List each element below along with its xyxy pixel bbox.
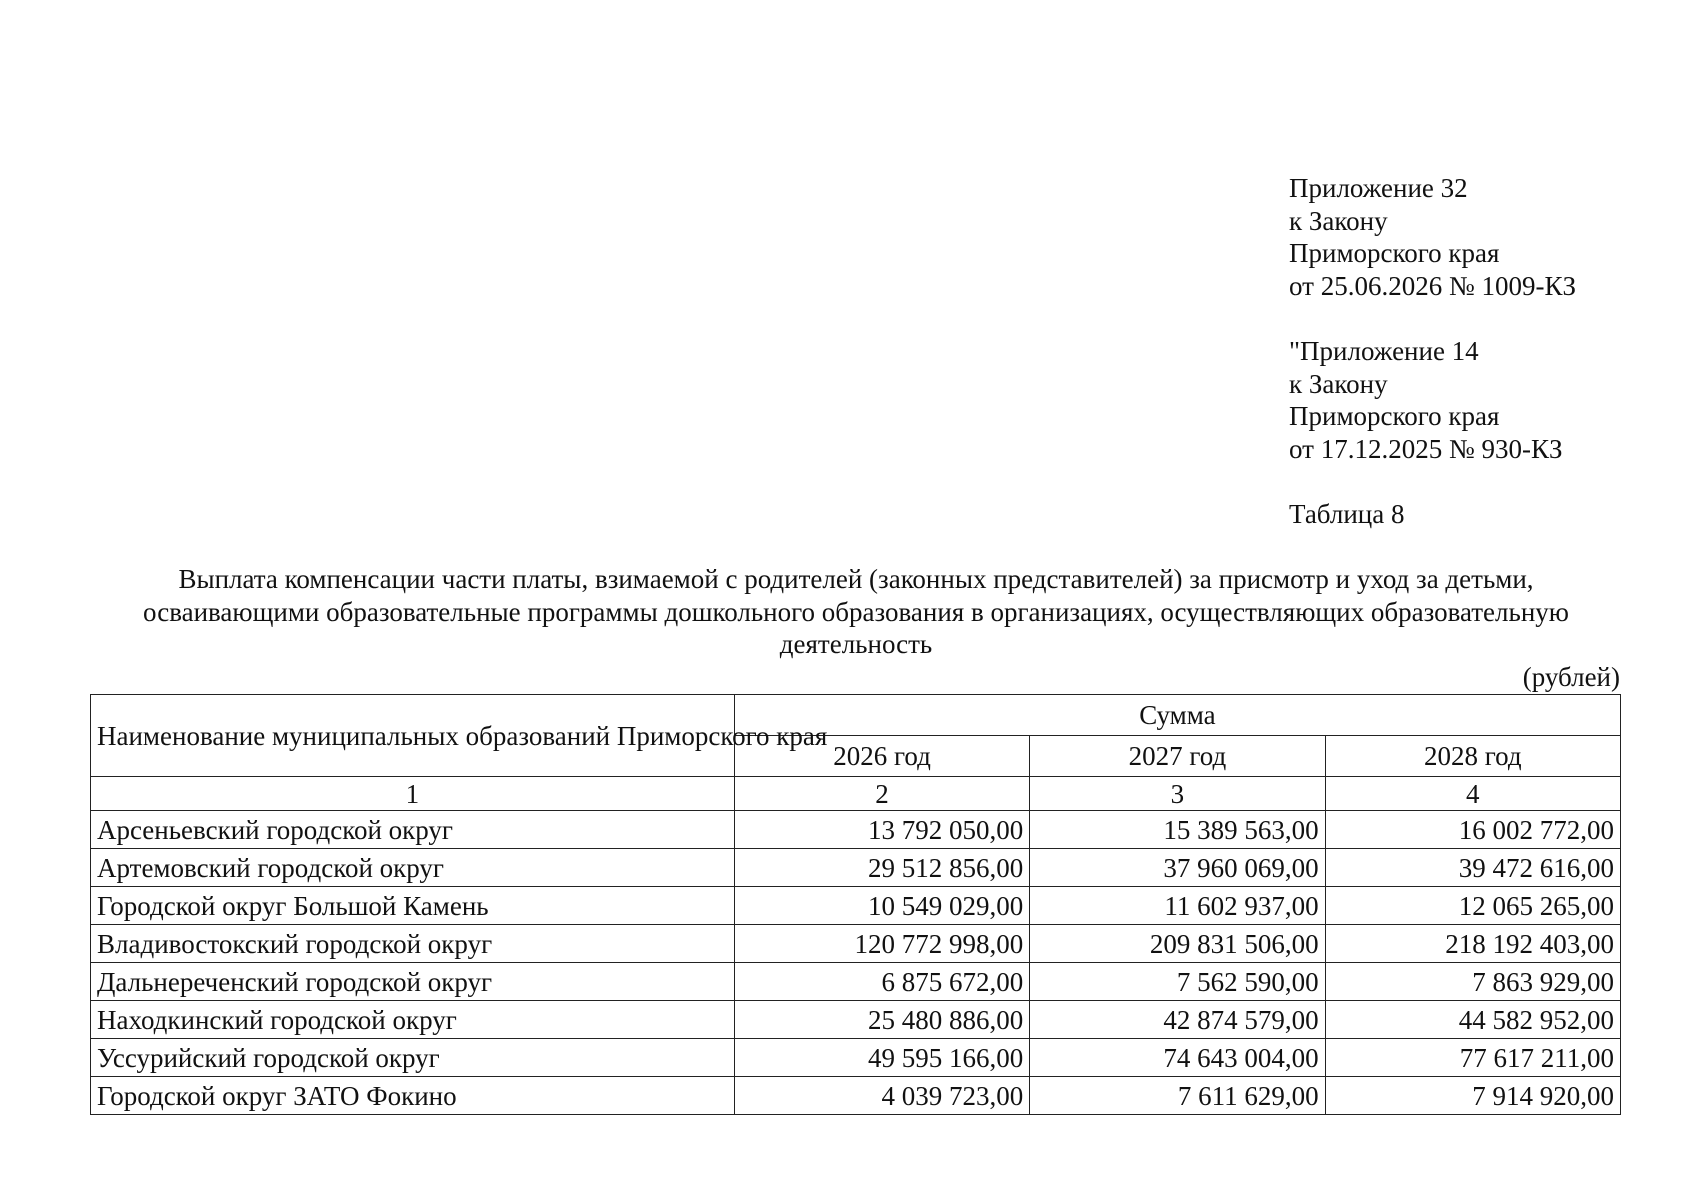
municipality-name: Артемовский городской округ — [91, 849, 735, 887]
municipality-name: Дальнереченский городской округ — [91, 963, 735, 1001]
column-number: 2 — [734, 777, 1029, 811]
column-number: 1 — [91, 777, 735, 811]
amount-2028: 16 002 772,00 — [1325, 811, 1620, 849]
amount-2026: 29 512 856,00 — [734, 849, 1029, 887]
amount-2026: 25 480 886,00 — [734, 1001, 1029, 1039]
amount-2026: 120 772 998,00 — [734, 925, 1029, 963]
amount-2027: 37 960 069,00 — [1030, 849, 1325, 887]
header-year-2027: 2027 год — [1030, 736, 1325, 777]
appendix-line: Приморского края — [1289, 238, 1500, 268]
amount-2028: 7 914 920,00 — [1325, 1077, 1620, 1115]
header-year-2028: 2028 год — [1325, 736, 1620, 777]
table-row — [91, 1077, 1621, 1115]
amount-2027: 7 611 629,00 — [1030, 1077, 1325, 1115]
column-number-row — [91, 777, 1621, 811]
amount-2027: 11 602 937,00 — [1030, 887, 1325, 925]
amount-2028: 7 863 929,00 — [1325, 963, 1620, 1001]
municipality-name: Арсеньевский городской округ — [91, 811, 735, 849]
amount-2026: 49 595 166,00 — [734, 1039, 1029, 1077]
table-label: Таблица 8 — [1289, 499, 1405, 529]
amount-2028: 12 065 265,00 — [1325, 887, 1620, 925]
municipality-name: Городской округ Большой Камень — [91, 887, 735, 925]
document-title — [90, 563, 1622, 661]
appendix-line: к Закону — [1289, 205, 1388, 236]
amount-2027: 74 643 004,00 — [1030, 1039, 1325, 1077]
table-row — [91, 963, 1621, 1001]
municipality-name: Владивостокский городской округ — [91, 925, 735, 963]
title-line: деятельность — [779, 629, 933, 659]
amount-2028: 77 617 211,00 — [1325, 1039, 1620, 1077]
header-sum: Сумма — [734, 695, 1620, 736]
municipality-name: Уссурийский городской округ — [91, 1039, 735, 1077]
amount-2026: 10 549 029,00 — [734, 887, 1029, 925]
table-row — [91, 925, 1621, 963]
amount-2028: 218 192 403,00 — [1325, 925, 1620, 963]
column-number: 4 — [1325, 777, 1620, 811]
header-municipality-name: Наименование муниципальных образований Приморского края — [91, 695, 735, 777]
title-line: Выплата компенсации части платы, взимаемой с родителей (законных представителей) за присмотр и уход за детьми, — [178, 564, 1534, 594]
municipality-name: Городской округ ЗАТО Фокино — [91, 1077, 735, 1115]
table-row — [91, 1039, 1621, 1077]
appendix-line: к Закону — [1289, 368, 1388, 399]
table-row — [91, 849, 1621, 887]
amount-2026: 6 875 672,00 — [734, 963, 1029, 1001]
appendix-new-reference — [1289, 172, 1576, 302]
amount-2027: 7 562 590,00 — [1030, 963, 1325, 1001]
table-row — [91, 1001, 1621, 1039]
municipality-name: Находкинский городской округ — [91, 1001, 735, 1039]
units-label: (рублей) — [1522, 662, 1620, 692]
appendix-line: от 17.12.2025 № 930-КЗ — [1289, 433, 1563, 464]
amount-2027: 42 874 579,00 — [1030, 1001, 1325, 1039]
amount-2026: 13 792 050,00 — [734, 811, 1029, 849]
appendix-line: Приморского края — [1289, 401, 1500, 431]
amount-2028: 44 582 952,00 — [1325, 1001, 1620, 1039]
appendix-line: от 25.06.2026 № 1009-КЗ — [1289, 270, 1576, 301]
table-row — [91, 887, 1621, 925]
compensation-table — [90, 694, 1621, 1115]
column-number: 3 — [1030, 777, 1325, 811]
amount-2028: 39 472 616,00 — [1325, 849, 1620, 887]
table-row — [91, 811, 1621, 849]
amount-2027: 209 831 506,00 — [1030, 925, 1325, 963]
appendix-line: Приложение 32 — [1289, 173, 1468, 203]
amount-2027: 15 389 563,00 — [1030, 811, 1325, 849]
amount-2026: 4 039 723,00 — [734, 1077, 1029, 1115]
header-year-2026: 2026 год — [734, 736, 1029, 777]
title-line: осваивающими образовательные программы дошкольного образования в организациях, осуществляющих образовательную — [143, 596, 1569, 627]
appendix-old-reference — [1289, 335, 1562, 465]
appendix-line: "Приложение 14 — [1289, 336, 1479, 366]
